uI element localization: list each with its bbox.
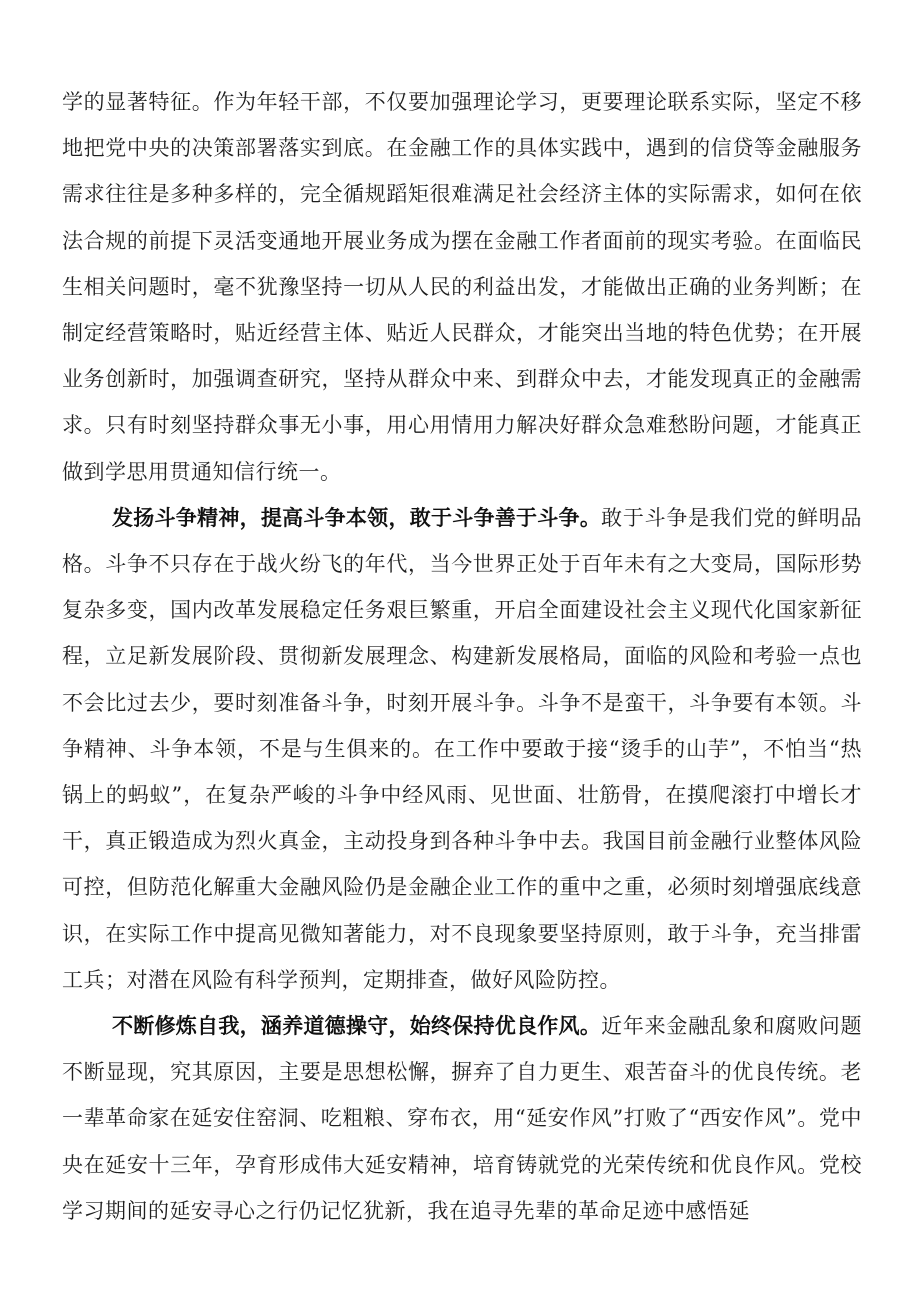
- paragraph-2-text: 敢于斗争是我们党的鲜明品格。斗争不只存在于战火纷飞的年代，当今世界正处于百年未有之大变局，国际形势复杂多变，国内改革发展稳定任务艰巨繁重，开启全面建设社会主义现代化国家新征程，立足新发展阶段、贯彻新发展理念、构建新发展格局，面临的风险和考验一点也不会比过去少，要时刻准备斗争，时刻开展斗争。斗争不是蛮干，斗争要有本领。斗争精神、斗争本领，不是与生俱来的。在工作中要敢于接“烫手的山芋”，不怕当“热锅上的蚂蚁”，在复杂严峻的斗争中经风雨、见世面、壮筋骨，在摸爬滚打中增长才干，真正锻造成为烈火真金，主动投身到各种斗争中去。我国目前金融行业整体风险可控，但防范化解重大金融风险仍是金融企业工作的重中之重，必须时刻增强底线意识，在实际工作中提高见微知著能力，对不良现象要坚持原则，敢于斗争，充当排雷工兵；对潜在风险有科学预判，定期排查，做好风险防控。: [62, 505, 863, 992]
- paragraph-1-text: 学的显著特征。作为年轻干部，不仅要加强理论学习，更要理论联系实际，坚定不移地把党中央的决策部署落实到底。在金融工作的具体实践中，遇到的信贷等金融服务需求往往是多种多样的，完全循规蹈矩很难满足社会经济主体的实际需求，如何在依法合规的前提下灵活变通地开展业务成为摆在金融工作者面前的现实考验。在面临民生相关问题时，毫不犹豫坚持一切从人民的利益出发，才能做出正确的业务判断；在制定经营策略时，贴近经营主体、贴近人民群众，才能突出当地的特色优势；在开展业务创新时，加强调查研究，坚持从群众中来、到群众中去，才能发现真正的金融需求。只有时刻坚持群众事无小事，用心用情用力解决好群众急难愁盼问题，才能真正做到学思用贯通知信行统一。: [62, 90, 862, 484]
- paragraph-2-heading: 发扬斗争精神，提高斗争本领，敢于斗争善于斗争。: [112, 505, 602, 530]
- document-body: [62, 79, 862, 1234]
- paragraph-1: [62, 79, 862, 495]
- paragraph-3-text: 近年来金融乱象和腐败问题不断显现，究其原因，主要是思想松懈，摒弃了自力更生、艰苦奋斗的优良传统。老一辈革命家在延安住窑洞、吃粗粮、穿布衣，用“延安作风”打败了“西安作风”。党中央在延安十三年，孕育形成伟大延安精神，培育铸就党的光荣传统和优良作风。党校学习期间的延安寻心之行仍记忆犹新，我在追寻先辈的革命足迹中感悟延: [62, 1014, 863, 1223]
- paragraph-3-heading: 不断修炼自我，涵养道德操守，始终保持优良作风。: [112, 1014, 602, 1039]
- paragraph-2: [62, 495, 862, 1003]
- paragraph-3: [62, 1003, 862, 1234]
